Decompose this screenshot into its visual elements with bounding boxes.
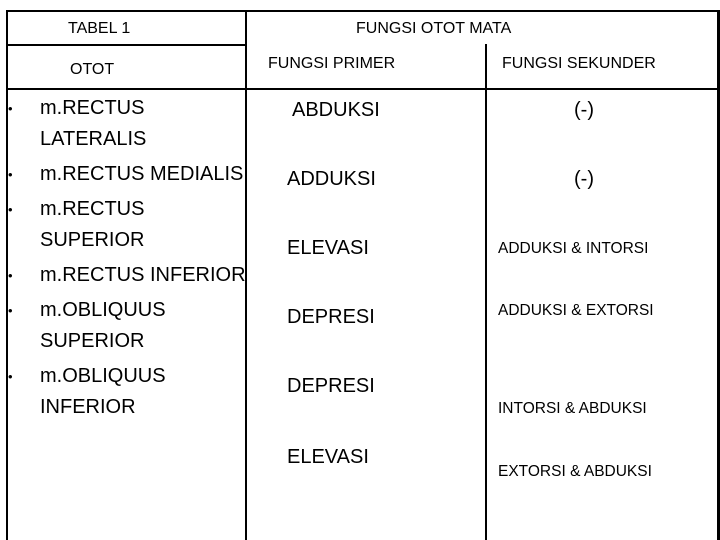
primary-function: DEPRESI	[287, 375, 375, 397]
header-divider-left	[6, 44, 246, 46]
column-header-sekunder: FUNGSI SEKUNDER	[502, 55, 656, 72]
muscle-list	[6, 93, 246, 423]
muscle-name-line2: INFERIOR	[40, 396, 136, 418]
secondary-function: INTORSI & ABDUKSI	[498, 400, 647, 417]
column-header-primer: FUNGSI PRIMER	[268, 55, 396, 72]
muscle-name-line1: m.OBLIQUUS	[40, 365, 166, 387]
column-header-otot: OTOT	[70, 61, 115, 78]
header-divider-bottom	[6, 88, 720, 90]
bullet-icon: •	[8, 202, 13, 217]
bullet-icon: •	[8, 167, 13, 182]
column-divider-2	[485, 44, 487, 540]
primary-function: ELEVASI	[287, 237, 369, 259]
primary-function: ADDUKSI	[287, 168, 376, 190]
group-header-fungsi: FUNGSI OTOT MATA	[356, 20, 512, 37]
muscle-name-line1: m.OBLIQUUS	[40, 299, 166, 321]
muscle-name-line2: LATERALIS	[40, 128, 147, 150]
secondary-function: ADDUKSI & EXTORSI	[498, 302, 654, 319]
secondary-function: (-)	[574, 168, 594, 190]
secondary-function: (-)	[574, 99, 594, 121]
bullet-icon: •	[8, 303, 13, 318]
list-item	[6, 194, 246, 256]
muscle-name-line2: SUPERIOR	[40, 229, 145, 251]
list-item	[6, 159, 246, 190]
muscle-name-line2: SUPERIOR	[40, 330, 145, 352]
primary-function: ELEVASI	[287, 446, 369, 468]
list-item	[6, 260, 246, 291]
list-item	[6, 295, 246, 357]
table-caption: TABEL 1	[68, 20, 131, 37]
muscle-name-line1: m.RECTUS	[40, 97, 145, 119]
primary-function: DEPRESI	[287, 306, 375, 328]
muscle-name-line1: m.RECTUS	[40, 198, 145, 220]
primary-function: ABDUKSI	[292, 99, 380, 121]
bullet-icon: •	[8, 101, 13, 116]
list-item	[6, 361, 246, 423]
secondary-function: ADDUKSI & INTORSI	[498, 240, 649, 257]
bullet-icon: •	[8, 268, 13, 283]
bullet-icon: •	[8, 369, 13, 384]
list-item	[6, 93, 246, 155]
secondary-function: EXTORSI & ABDUKSI	[498, 463, 652, 480]
muscle-name-line1: m.RECTUS MEDIALIS	[40, 163, 244, 185]
table-border-top	[6, 10, 720, 12]
muscle-name-line1: m.RECTUS INFERIOR	[40, 264, 246, 286]
